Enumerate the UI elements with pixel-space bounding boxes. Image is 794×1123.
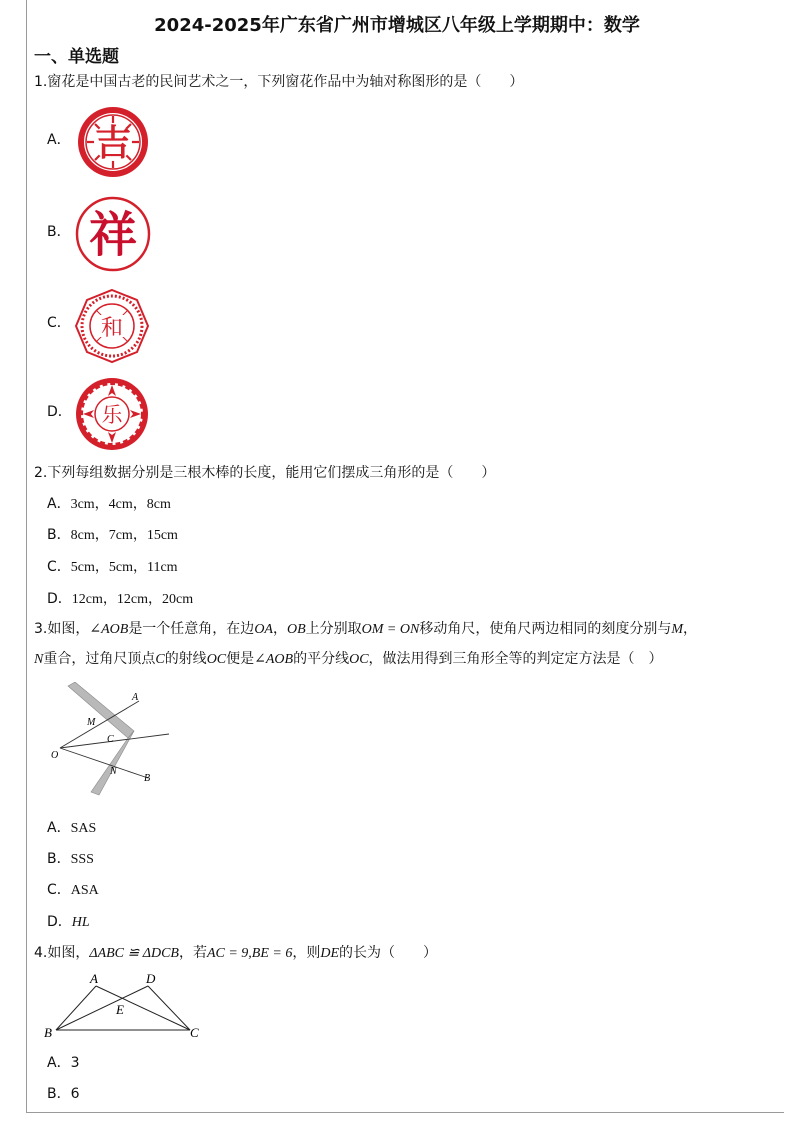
q2-option-c[interactable] (47, 557, 178, 578)
q3-angle-ruler-figure (44, 682, 174, 800)
q1-option-b-papercut-image (73, 196, 153, 276)
q2-option-d[interactable] (47, 589, 193, 610)
option-label: A． (47, 496, 71, 512)
option-label: A． (47, 1055, 71, 1071)
page-left-border (26, 0, 27, 1112)
option-value: SSS (70, 852, 94, 867)
q1-option-d-char: 乐 (101, 403, 123, 427)
svg-text:C: C (107, 734, 114, 745)
svg-text:M: M (87, 717, 96, 728)
svg-text:B: B (144, 773, 151, 784)
q1-option-d-label[interactable]: D． (47, 404, 72, 420)
svg-text:E: E (116, 1002, 124, 1017)
question-3-stem-line-1: 3.如图，∠AOB是一个任意角，在边OA，OB上分别取OM = ON移动角尺，使角尺两边相同的刻度分别与M， (34, 621, 697, 637)
q1-option-d-papercut-image (74, 376, 150, 452)
question-1-stem: 1.窗花是中国古老的民间艺术之一，下列窗花作品中为轴对称图形的是（ ） (34, 74, 524, 90)
q1-option-a-label[interactable]: A． (47, 132, 71, 148)
option-value: SAS (70, 821, 97, 836)
option-value: HL (71, 915, 90, 930)
option-label: D． (47, 914, 72, 930)
q3-option-c[interactable] (47, 880, 99, 901)
svg-text:A: A (90, 971, 98, 986)
option-label: B． (47, 527, 71, 543)
q1-option-c-label[interactable]: C． (47, 315, 71, 331)
q1-option-b-label[interactable]: B． (47, 224, 71, 240)
q1-option-a-char: 吉 (94, 123, 132, 164)
q4-option-a[interactable] (47, 1053, 80, 1073)
svg-text:C: C (190, 1025, 199, 1040)
option-value: 3 (70, 1055, 80, 1071)
svg-text:B: B (44, 1025, 52, 1040)
question-4-stem: 4.如图，ΔABC ≌ ΔDCB，若AC = 9,BE = 6，则DE的长为（ ） (34, 945, 438, 961)
section-heading: 一、单选题 (34, 47, 119, 67)
question-2-stem: 2.下列每组数据分别是三根木棒的长度，能用它们摆成三角形的是（ ） (34, 465, 496, 481)
q1-option-b-char: 祥 (88, 207, 138, 263)
q2-option-b[interactable] (47, 525, 178, 546)
q4-triangles-figure (40, 970, 210, 1045)
svg-text:D: D (146, 971, 156, 986)
option-value: 12cm，12cm，20cm (71, 592, 194, 607)
option-value: 8cm，7cm，15cm (70, 528, 178, 543)
page-bottom-border (26, 1112, 784, 1113)
option-value: 3cm，4cm，8cm (70, 497, 171, 512)
q2-option-a[interactable] (47, 494, 171, 515)
option-value: 6 (70, 1086, 80, 1102)
svg-text:A: A (132, 692, 139, 703)
q4-option-b[interactable] (47, 1084, 80, 1104)
option-label: A． (47, 820, 71, 836)
option-value: 5cm，5cm，11cm (70, 560, 178, 575)
question-3-stem-line-2: N重合，过角尺顶点C的射线OC便是∠AOB的平分线OC，做法用得到三角形全等的判定定方法是（ ） (34, 651, 663, 667)
option-label: C． (47, 559, 71, 575)
q1-option-a-papercut-image (75, 104, 151, 180)
page-title: 2024-2025年广东省广州市增城区八年级上学期期中：数学 (154, 15, 640, 36)
option-label: B． (47, 851, 71, 867)
q1-option-c-papercut-image (74, 288, 150, 364)
option-label: C． (47, 882, 71, 898)
option-value: ASA (70, 883, 99, 898)
svg-text:O: O (51, 750, 59, 761)
q3-option-d[interactable] (47, 912, 90, 933)
svg-text:N: N (110, 766, 117, 777)
q3-option-a[interactable] (47, 818, 96, 839)
q3-option-b[interactable] (47, 849, 94, 870)
option-label: D． (47, 591, 72, 607)
q1-option-c-char: 和 (100, 316, 124, 341)
option-label: B． (47, 1086, 71, 1102)
